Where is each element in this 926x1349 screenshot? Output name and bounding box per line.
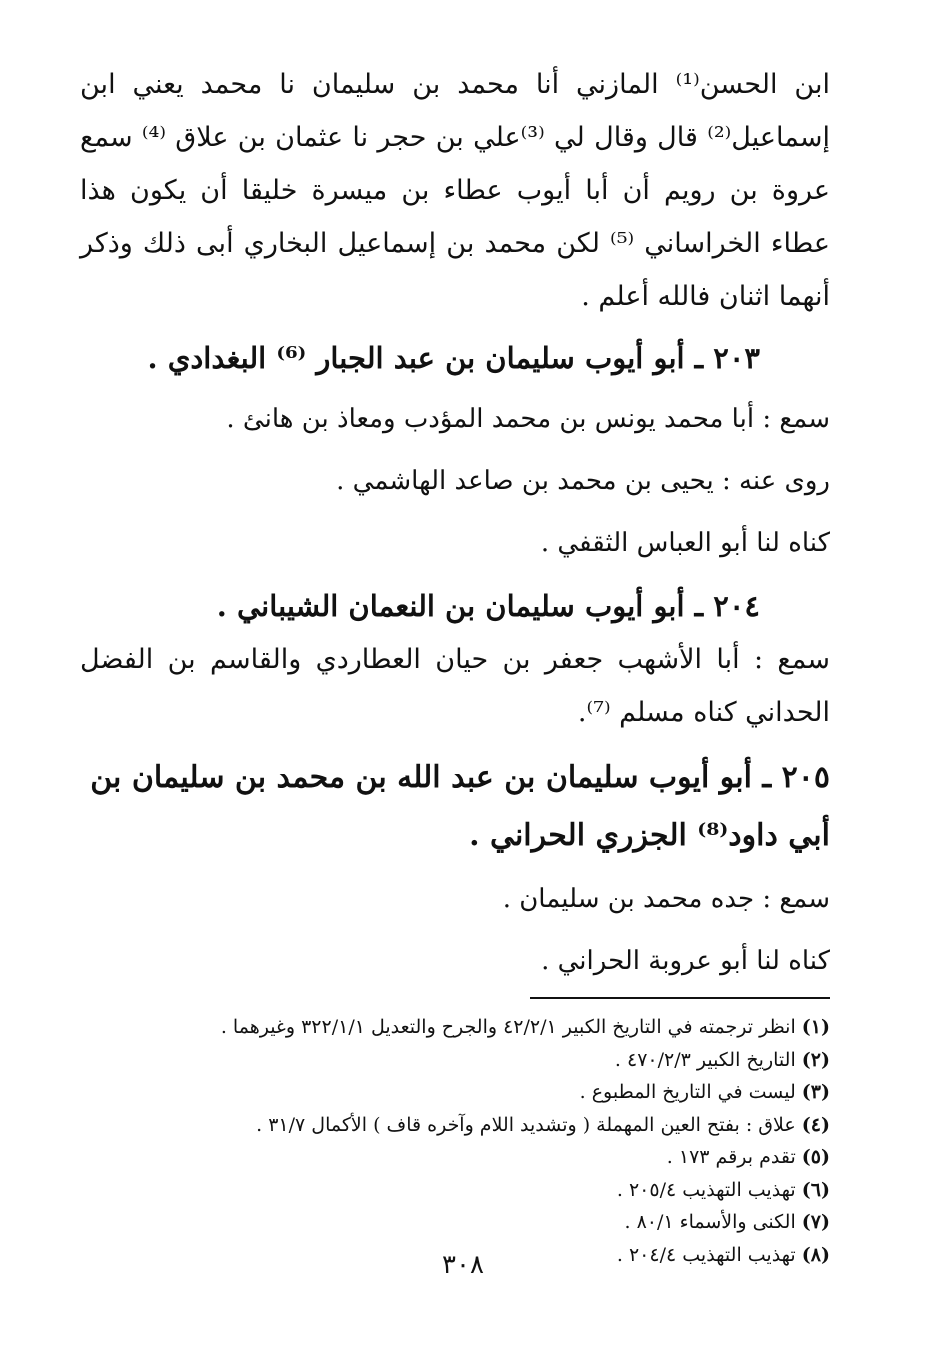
footnote [80, 1044, 830, 1077]
footnotes [80, 1011, 830, 1271]
footnote [80, 1141, 830, 1174]
footnote [80, 1206, 830, 1239]
footnote-text: علاق : بفتح العين المهملة ( وتشديد اللام وآخره قاف ) الأكمال ٣١/٧ . [256, 1113, 796, 1136]
footnote-number: (٦) [801, 1178, 830, 1201]
entry-203 [80, 331, 830, 571]
page-number: ٣٠٨ [442, 1250, 484, 1280]
footnote-number: (٨) [801, 1243, 830, 1266]
footnote-number: (٥) [801, 1146, 830, 1168]
footnote-number: (٧) [801, 1211, 830, 1233]
footnote-number: (٢) [801, 1048, 830, 1071]
entry-heading: ٢٠٣ ـ أبو أيوب سليمان بن عبد الجبار ⁽⁶⁾ البغدادي . [147, 341, 760, 375]
footnote [80, 1109, 830, 1142]
footnote-text: تهذيب التهذيب ٢٠٤/٤ . [616, 1243, 796, 1266]
footnote [80, 1174, 830, 1207]
footnote-text: انظر ترجمته في التاريخ الكبير ٤٢/٢/١ والجرح والتعديل ٣٢٢/١/١ وغيرهما . [220, 1016, 796, 1038]
entry-line: سمع : أبا محمد يونس بن محمد المؤدب ومعاذ بن هانئ . [226, 404, 830, 434]
footnote-separator [530, 997, 830, 999]
entry-heading: ٢٠٥ ـ أبو أيوب سليمان بن عبد الله بن محمد بن سليمان بن أبي داود⁽⁸⁾ الجزري الحراني . [90, 760, 830, 853]
entry-205 [80, 749, 830, 989]
footnote-text: تقدم برقم ١٧٣ . [666, 1146, 796, 1168]
entry-204 [80, 579, 830, 739]
entry-line: سمع : أبا الأشهب جعفر بن حيان العطاردي والقاسم بن الفضل الحداني كناه مسلم ⁽⁷⁾. [80, 644, 830, 728]
entry-line: سمع : جده محمد بن سليمان . [502, 884, 830, 914]
footnote-number: (٤) [801, 1113, 830, 1136]
footnote [80, 1011, 830, 1044]
entry-heading: ٢٠٤ ـ أبو أيوب سليمان بن النعمان الشيباني . [216, 589, 760, 623]
book-page [80, 58, 830, 1318]
entry-line: كناه لنا أبو العباس الثقفي . [540, 528, 830, 558]
footnote-number: (٣) [801, 1081, 830, 1103]
footnote-text: التاريخ الكبير ٤٧٠/٢/٣ . [614, 1048, 796, 1071]
entry-line: كناه لنا أبو عروبة الحراني . [541, 946, 830, 976]
footnote-number: (١) [801, 1016, 830, 1038]
footnote-text: الكنى والأسماء ٨٠/١ . [624, 1211, 796, 1233]
footnote-text: تهذيب التهذيب ٢٠٥/٤ . [616, 1178, 796, 1201]
footnote-text: ليست في التاريخ المطبوع . [579, 1081, 796, 1103]
footnote [80, 1076, 830, 1109]
entry-line: روى عنه : يحيى بن محمد بن صاعد الهاشمي . [336, 466, 830, 496]
body-paragraph: ابن الحسن⁽¹⁾ المازني أنا محمد بن سليمان نا محمد يعني ابن إسماعيل⁽²⁾ قال وقال لي ⁽³⁾علي بن حجر نا عثمان بن علاق ⁽⁴⁾ سمع عروة بن رويم أن أبا أيوب عطاء بن ميسرة خليقا أن يكون هذا عطاء الخراساني ⁽⁵⁾ لكن محمد بن إسماعيل البخاري أبى ذلك وذكر أنهما اثنان فالله أعلم . [80, 69, 830, 312]
